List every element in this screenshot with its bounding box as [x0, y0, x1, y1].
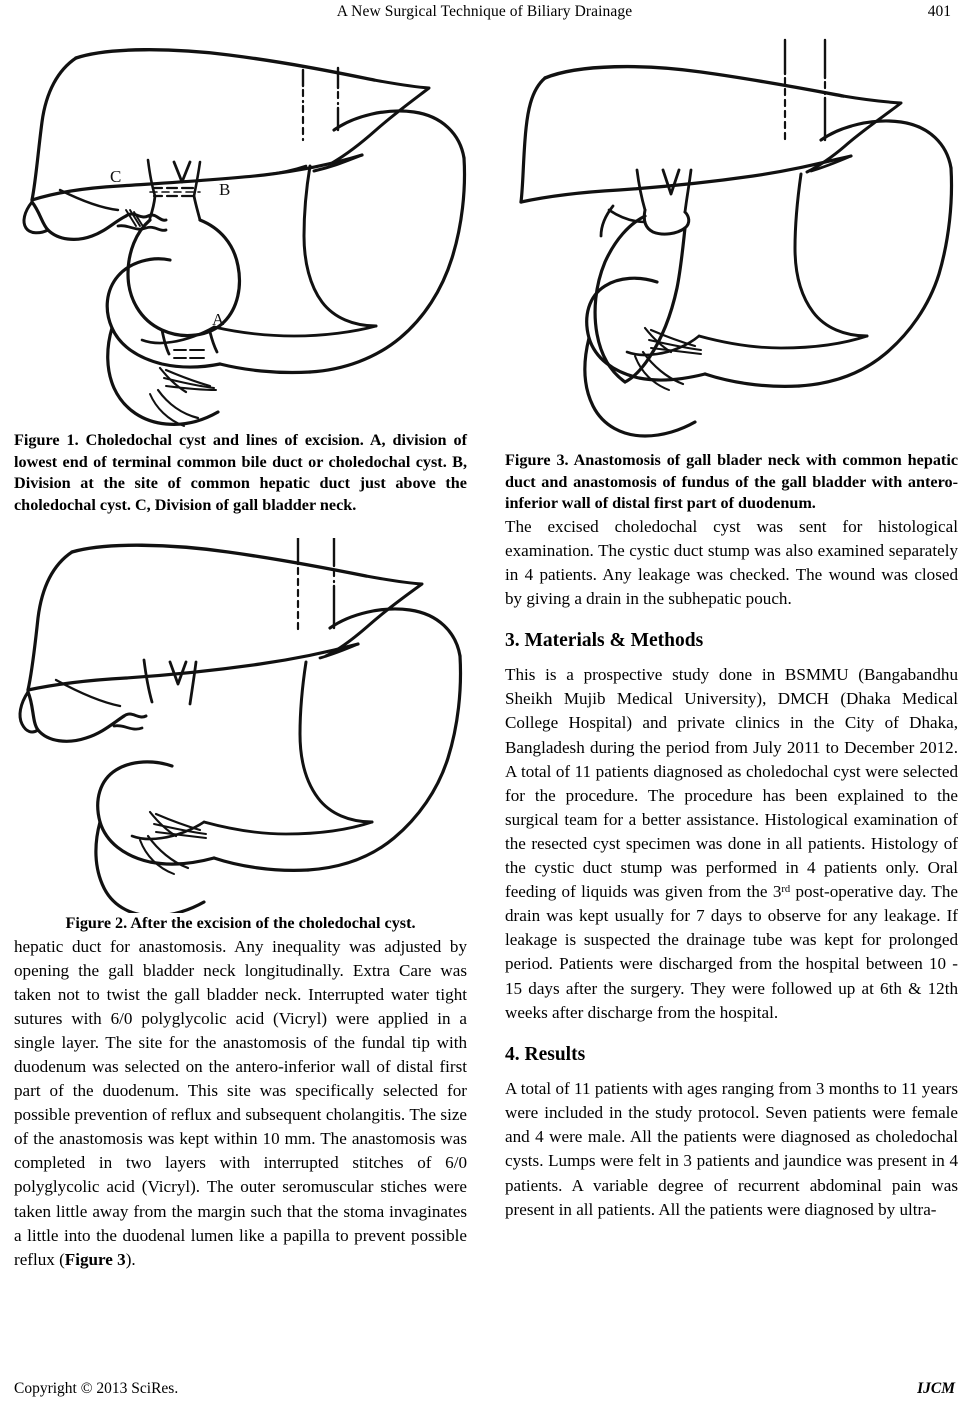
figure-3-caption: Figure 3. Anastomosis of gall blader neck with common hepatic duct and anastomosis of fundus of the gall bladder with antero-inferior wall of distal first part of duodenum.: [505, 451, 958, 512]
ordinal-superscript: rd: [781, 884, 791, 896]
methods-paragraph: [505, 663, 958, 1024]
methods-text-part2: post-operative day. The drain was kept usually for 7 days to observe for any leakage. If leakage is suspected the drainage tube was kept for prolonged period. Patients were discharged from the hospital between 10 - 15 days after the surgery. They were followed up at 6th & 12th weeks after discharge from the hospital.: [505, 882, 958, 1022]
page-number: 401: [927, 3, 951, 20]
figure-3-reference: Figure 3: [64, 1249, 126, 1269]
section-heading-materials-methods: 3. Materials & Methods: [505, 629, 704, 651]
figure-2-caption: Figure 2. After the excision of the choledochal cyst.: [65, 914, 416, 932]
page-footer: [14, 1380, 955, 1398]
right-column: [505, 30, 958, 1222]
copyright-notice: Copyright © 2013 SciRes.: [14, 1380, 179, 1397]
figure-1-label-a: A: [212, 310, 225, 329]
two-column-body: [14, 30, 958, 1272]
left-column-paragraph: [14, 935, 467, 1272]
running-head: [14, 0, 955, 30]
running-head-title: A New Surgical Technique of Biliary Drainage: [336, 3, 633, 20]
figure-1: [14, 30, 467, 430]
section-heading-results: 4. Results: [505, 1043, 586, 1065]
left-paragraph-tail: ).: [125, 1249, 136, 1269]
left-column: [14, 30, 467, 1272]
figure-1-illustration: [14, 30, 467, 430]
figure-1-label-c: C: [110, 167, 122, 186]
figure-1-label-b: B: [219, 180, 231, 199]
histology-paragraph: The excised choledochal cyst was sent for histological examination. The cystic duct stump was also examined separately in 4 patients. Any leakage was checked. The wound was closed by giving a drain in the subhepatic pouch.: [505, 516, 958, 608]
journal-abbreviation: IJCM: [917, 1380, 955, 1397]
figure-1-caption: Figure 1. Choledochal cyst and lines of excision. A, division of lowest end of terminal common bile duct or choledochal cyst. B, Division at the site of common hepatic duct just above the choledochal cyst. C, Division of gall bladder neck.: [14, 431, 467, 514]
figure-2: [14, 538, 467, 913]
figure-2-illustration: [14, 538, 467, 913]
methods-text-part1: This is a prospective study done in BSMMU (Bangabandhu Sheikh Mujib Medical University), DMCH (Dhaka Medical College Hospital) and private clinics in the City of Dhaka, Bangladesh during the period from July 2011 to December 2012. A total of 11 patients diagnosed as choledochal cyst were selected for the procedure. The procedure has been explained to the surgical team for a better assistance. Histological examination of the resected cyst specimen was done in all patients. Histology of the cystic duct stump was performed in 4 patients only. Oral feeding of liquids was given from the 3: [505, 665, 958, 902]
figure-3: [505, 30, 958, 450]
left-paragraph-text: hepatic duct for anastomosis. Any inequality was adjusted by opening the gall bladder neck longitudinally. Extra Care was taken not to twist the gall bladder neck. Interrupted water tight sutures with 6/0 polyglycolic acid (Vicryl) were applied in a single layer. The site for the anastomosis of the fundal tip with duodenum was selected on the antero-inferior wall of distal first part of the duodenum. This site was specifically selected for possible prevention of reflux and subsequent cholangitis. The size of the anastomosis was kept within 10 mm. The anastomosis was completed in two layers with interrupted stitches of 6/0 polyglycolic acid (Vicryl). The outer seromuscular stiches were taken little away from the margin such that the stoma invaginates a little into the duodenal lumen like a papilla to prevent possible reflux (: [14, 936, 467, 1269]
figure-3-illustration: [505, 30, 958, 450]
results-paragraph: A total of 11 patients with ages ranging from 3 months to 11 years were included in the study protocol. Seven patients were female and 4 were male. All the patients were diagnosed as choledochal cysts. Lumps were felt in 3 patients and jaundice was present in 4 patients. A variable degree of recurrent abdominal pain was present in all patients. All the patients were diagnosed by ultra-: [505, 1079, 958, 1219]
